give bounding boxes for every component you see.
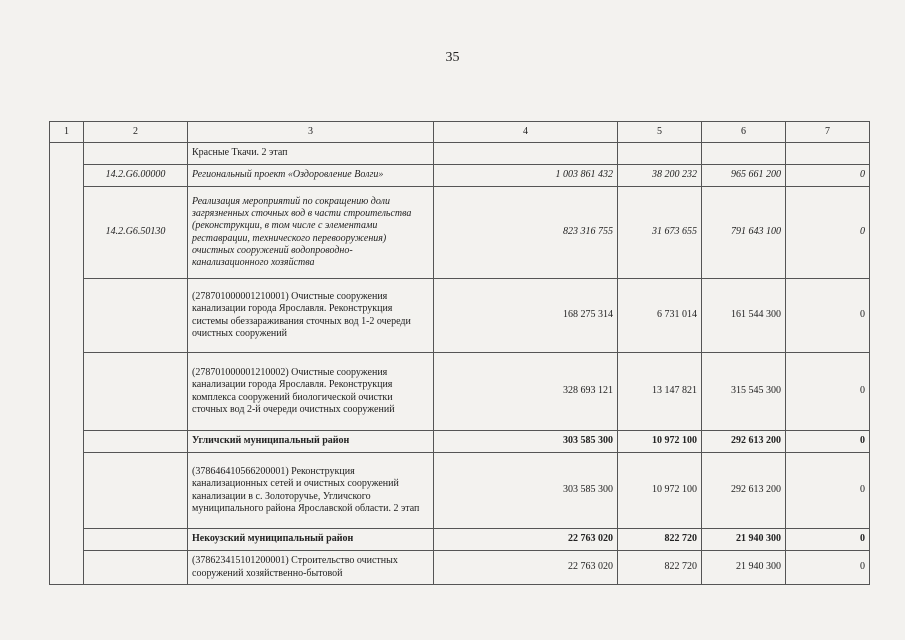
- amount-6-cell: 791 643 100: [702, 187, 786, 279]
- amount-5-cell: 10 972 100: [618, 453, 702, 529]
- amount-6-cell: 315 545 300: [702, 353, 786, 431]
- table-row: [50, 431, 870, 453]
- table-row: [50, 453, 870, 529]
- page-number: 35: [445, 50, 460, 65]
- name-cell: Красные Ткачи. 2 этап: [188, 143, 434, 165]
- amount-5-cell: 31 673 655: [618, 187, 702, 279]
- amount-7-cell: 0: [786, 353, 870, 431]
- column-1-cell: [50, 143, 84, 585]
- amount-6-cell: 292 613 200: [702, 431, 786, 453]
- table-row: [50, 165, 870, 187]
- code-cell: 14.2.G6.50130: [84, 187, 188, 279]
- header-cell: 2: [84, 122, 188, 143]
- amount-5-cell: 6 731 014: [618, 279, 702, 353]
- total-cell: 22 763 020: [434, 551, 618, 585]
- code-cell: [84, 353, 188, 431]
- header-cell: 7: [786, 122, 870, 143]
- total-cell: 823 316 755: [434, 187, 618, 279]
- amount-6-cell: 161 544 300: [702, 279, 786, 353]
- header-cell: 5: [618, 122, 702, 143]
- name-cell: Угличский муниципальный район: [188, 431, 434, 453]
- amount-7-cell: [786, 143, 870, 165]
- code-cell: [84, 529, 188, 551]
- amount-6-cell: 21 940 300: [702, 529, 786, 551]
- budget-table: [49, 121, 870, 585]
- header-cell: 4: [434, 122, 618, 143]
- code-cell: [84, 431, 188, 453]
- amount-5-cell: 822 720: [618, 529, 702, 551]
- amount-7-cell: 0: [786, 187, 870, 279]
- table-row: [50, 279, 870, 353]
- total-cell: [434, 143, 618, 165]
- amount-6-cell: 21 940 300: [702, 551, 786, 585]
- amount-5-cell: 38 200 232: [618, 165, 702, 187]
- code-cell: 14.2.G6.00000: [84, 165, 188, 187]
- amount-5-cell: 822 720: [618, 551, 702, 585]
- amount-7-cell: 0: [786, 529, 870, 551]
- name-cell: (378646410566200001) Реконструкция канализационных сетей и очистных сооружений канализации в с. Золоторучье, Угличского муниципального района Ярославской области. 2 этап: [188, 453, 434, 529]
- name-cell: Региональный проект «Оздоровление Волги»: [188, 165, 434, 187]
- total-cell: 22 763 020: [434, 529, 618, 551]
- table-row: [50, 529, 870, 551]
- name-cell: (278701000001210002) Очистные сооружения канализации города Ярославля. Реконструкция комплекса сооружений биологической очистки сточных вод 2-й очереди очистных сооружений: [188, 353, 434, 431]
- amount-6-cell: [702, 143, 786, 165]
- total-cell: 328 693 121: [434, 353, 618, 431]
- code-cell: [84, 551, 188, 585]
- total-cell: 168 275 314: [434, 279, 618, 353]
- amount-7-cell: 0: [786, 431, 870, 453]
- amount-5-cell: [618, 143, 702, 165]
- name-cell: Реализация мероприятий по сокращению доли загрязненных сточных вод в части строительства (реконструкции, в том числе с элементами реставрации, технического перевооружения) очистных сооружений водопроводно-канализационного хозяйства: [188, 187, 434, 279]
- table-header-row: [50, 122, 870, 143]
- header-cell: 6: [702, 122, 786, 143]
- table-row: [50, 353, 870, 431]
- name-cell: (378623415101200001) Строительство очистных сооружений хозяйственно-бытовой: [188, 551, 434, 585]
- code-cell: [84, 143, 188, 165]
- amount-7-cell: 0: [786, 453, 870, 529]
- header-cell: 3: [188, 122, 434, 143]
- header-cell: 1: [50, 122, 84, 143]
- amount-6-cell: 965 661 200: [702, 165, 786, 187]
- amount-7-cell: 0: [786, 279, 870, 353]
- amount-7-cell: 0: [786, 551, 870, 585]
- table-row: [50, 551, 870, 585]
- name-cell: (278701000001210001) Очистные сооружения канализации города Ярославля. Реконструкция системы обеззараживания сточных вод 1-2 очереди очистных сооружений: [188, 279, 434, 353]
- total-cell: 1 003 861 432: [434, 165, 618, 187]
- amount-6-cell: 292 613 200: [702, 453, 786, 529]
- amount-7-cell: 0: [786, 165, 870, 187]
- amount-5-cell: 10 972 100: [618, 431, 702, 453]
- table-row: [50, 143, 870, 165]
- total-cell: 303 585 300: [434, 453, 618, 529]
- total-cell: 303 585 300: [434, 431, 618, 453]
- table-row: [50, 187, 870, 279]
- amount-5-cell: 13 147 821: [618, 353, 702, 431]
- code-cell: [84, 279, 188, 353]
- code-cell: [84, 453, 188, 529]
- name-cell: Некоузский муниципальный район: [188, 529, 434, 551]
